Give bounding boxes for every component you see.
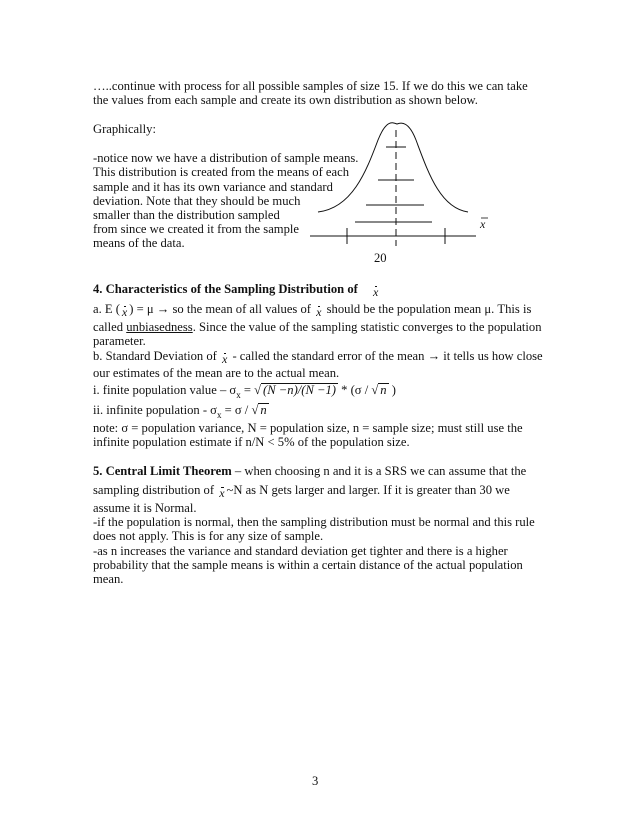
intro-line-2: the values from each sample and create its own distribution as shown below.: [93, 93, 478, 107]
section-5-line-6: -as n increases the variance and standard deviation get tighter and there is a higher: [93, 544, 508, 558]
section-4-note-line-2: infinite population estimate if n/N < 5% of the population size.: [93, 435, 410, 449]
section-4-b-line-1: b. Standard Deviation of x - called the standard error of the mean → it tells us how close: [93, 349, 543, 366]
x-bar-symbol: x: [121, 305, 128, 319]
graph-text-line: This distribution is created from the means of each: [93, 165, 349, 179]
section-4-b-line-2: our estimates of the mean are to the actual mean.: [93, 366, 340, 380]
sqrt-sign: √: [371, 383, 379, 397]
graph-heading: Graphically:: [93, 122, 156, 136]
section-5-line-4: -if the population is normal, then the sampling distribution must be normal and this rule: [93, 515, 535, 529]
section-5-line-5: does not apply. This is for any size of sample.: [93, 529, 324, 543]
sqrt-sign: √: [251, 403, 259, 417]
finite-population-formula: i. finite population value – $\sigma_x$ = √ (N −n)/(N −1) * (σ / √ n ): [93, 383, 396, 400]
section-4-title: [93, 282, 380, 300]
unbiasedness-term: unbiasedness: [126, 320, 193, 334]
section-5-line-8: mean.: [93, 572, 124, 586]
axis-variable-label: x: [480, 217, 486, 231]
graph-text-line: from since we created it from the sample: [93, 222, 299, 236]
section-5-line-7: probability that the sample means is within a certain distance of the actual population: [93, 558, 523, 572]
section-4-note-line-1: note: σ = population variance, N = population size, n = sample size; must still use the: [93, 421, 523, 435]
section-4-a-line-2: called unbiasedness. Since the value of the sampling statistic converges to the population: [93, 320, 542, 334]
page-number: 3: [312, 774, 319, 788]
graph-text-line: means of the data.: [93, 236, 185, 250]
intro-line-1: …..continue with process for all possible samples of size 15. If we do this we can take: [93, 79, 528, 93]
graph-text-line: smaller than the distribution sampled: [93, 208, 280, 222]
section-5-line-2: sampling distribution of x ~N as N gets larger and larger. If it is greater than 30 we: [93, 483, 510, 500]
section-4-a-line-3: parameter.: [93, 334, 146, 348]
section-4-a-line-1: a. E ( x ) = μ → so the mean of all values of x should be the population mean μ. This is: [93, 302, 532, 319]
infinite-population-formula: ii. infinite population - $\sigma_x = \sigma$ / √ n: [93, 403, 267, 420]
graph-text-line: sample and it has its own variance and standard: [93, 180, 333, 194]
section-4-title-text: 4. Characteristics of the Sampling Distribution of: [93, 282, 358, 296]
axis-tick-label: 20: [374, 251, 387, 265]
bell-curve: [318, 123, 468, 212]
graph-text-line: deviation. Note that they should be much: [93, 194, 301, 208]
sqrt-sign: √: [254, 383, 262, 397]
section-5-line-3: assume it is Normal.: [93, 501, 197, 515]
x-bar-symbol: x: [316, 305, 322, 319]
x-bar-symbol: x: [372, 285, 379, 299]
x-bar-symbol: x: [221, 352, 228, 366]
x-bar-symbol: x: [219, 486, 225, 500]
section-5-title: 5. Central Limit Theorem: [93, 464, 232, 478]
section-5-line-1: 5. Central Limit Theorem – when choosing n and it is a SRS we can assume that the: [93, 464, 527, 478]
graph-text-line: -notice now we have a distribution of sample means.: [93, 151, 359, 165]
